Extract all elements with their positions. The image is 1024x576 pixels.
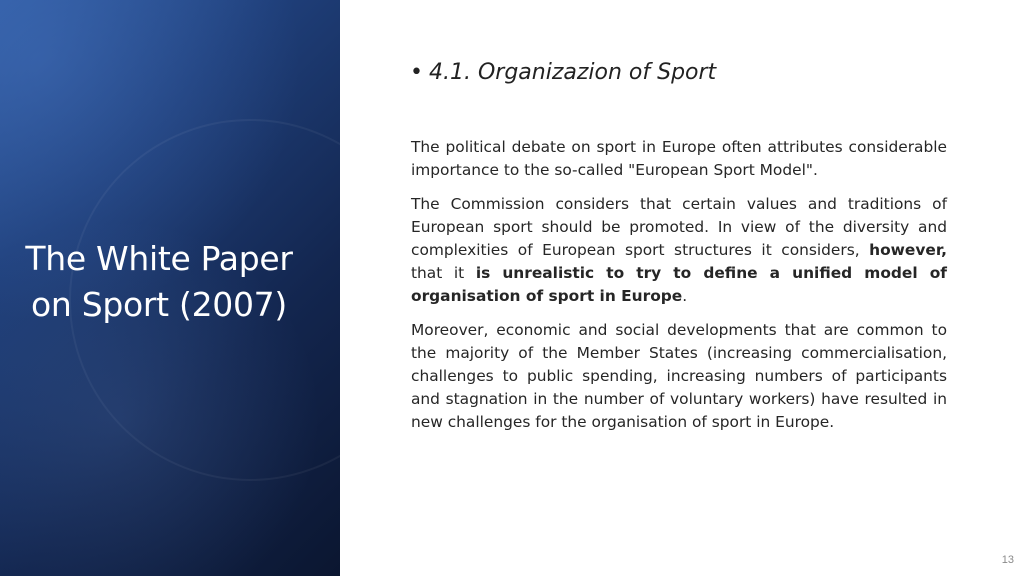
paragraph2-part1: The Commission considers that certain values and traditions of European sport should be promoted. In view of the diversity and complexities of European sport structures it considers, (411, 195, 947, 259)
paragraph2-bold-statement: is unrealistic to try to define a unified model of organisation of sport in Europe (411, 264, 947, 305)
section-heading (410, 60, 716, 85)
paragraph-commission-view (411, 193, 947, 308)
paragraph-new-challenges: Moreover, economic and social developments that are common to the majority of the Member States (increasing commercialisation, challenges to public spending, increasing numbers of participants and stagnation in the number of voluntary workers) have resulted in new challenges for the organisation of sport in Europe. (411, 321, 947, 431)
content-panel (340, 0, 1024, 576)
title-panel (0, 0, 340, 576)
slide-title-line1: The White Paper (25, 239, 293, 278)
slide-title (0, 236, 318, 328)
slide-title-line2: on Sport (2007) (31, 285, 287, 324)
paragraph2-bold-however: however, (869, 241, 947, 259)
body-text (411, 136, 947, 445)
page-number: 13 (1001, 554, 1014, 566)
paragraph-european-sport-model: The political debate on sport in Europe often attributes considerable importance to the so-called "European Sport Model". (411, 138, 947, 179)
paragraph2-part3: . (682, 287, 688, 305)
bullet-point: • (410, 60, 423, 85)
paragraph2-part2: that it (411, 264, 476, 282)
section-heading-text: 4.1. Organizazion of Sport (428, 60, 717, 85)
